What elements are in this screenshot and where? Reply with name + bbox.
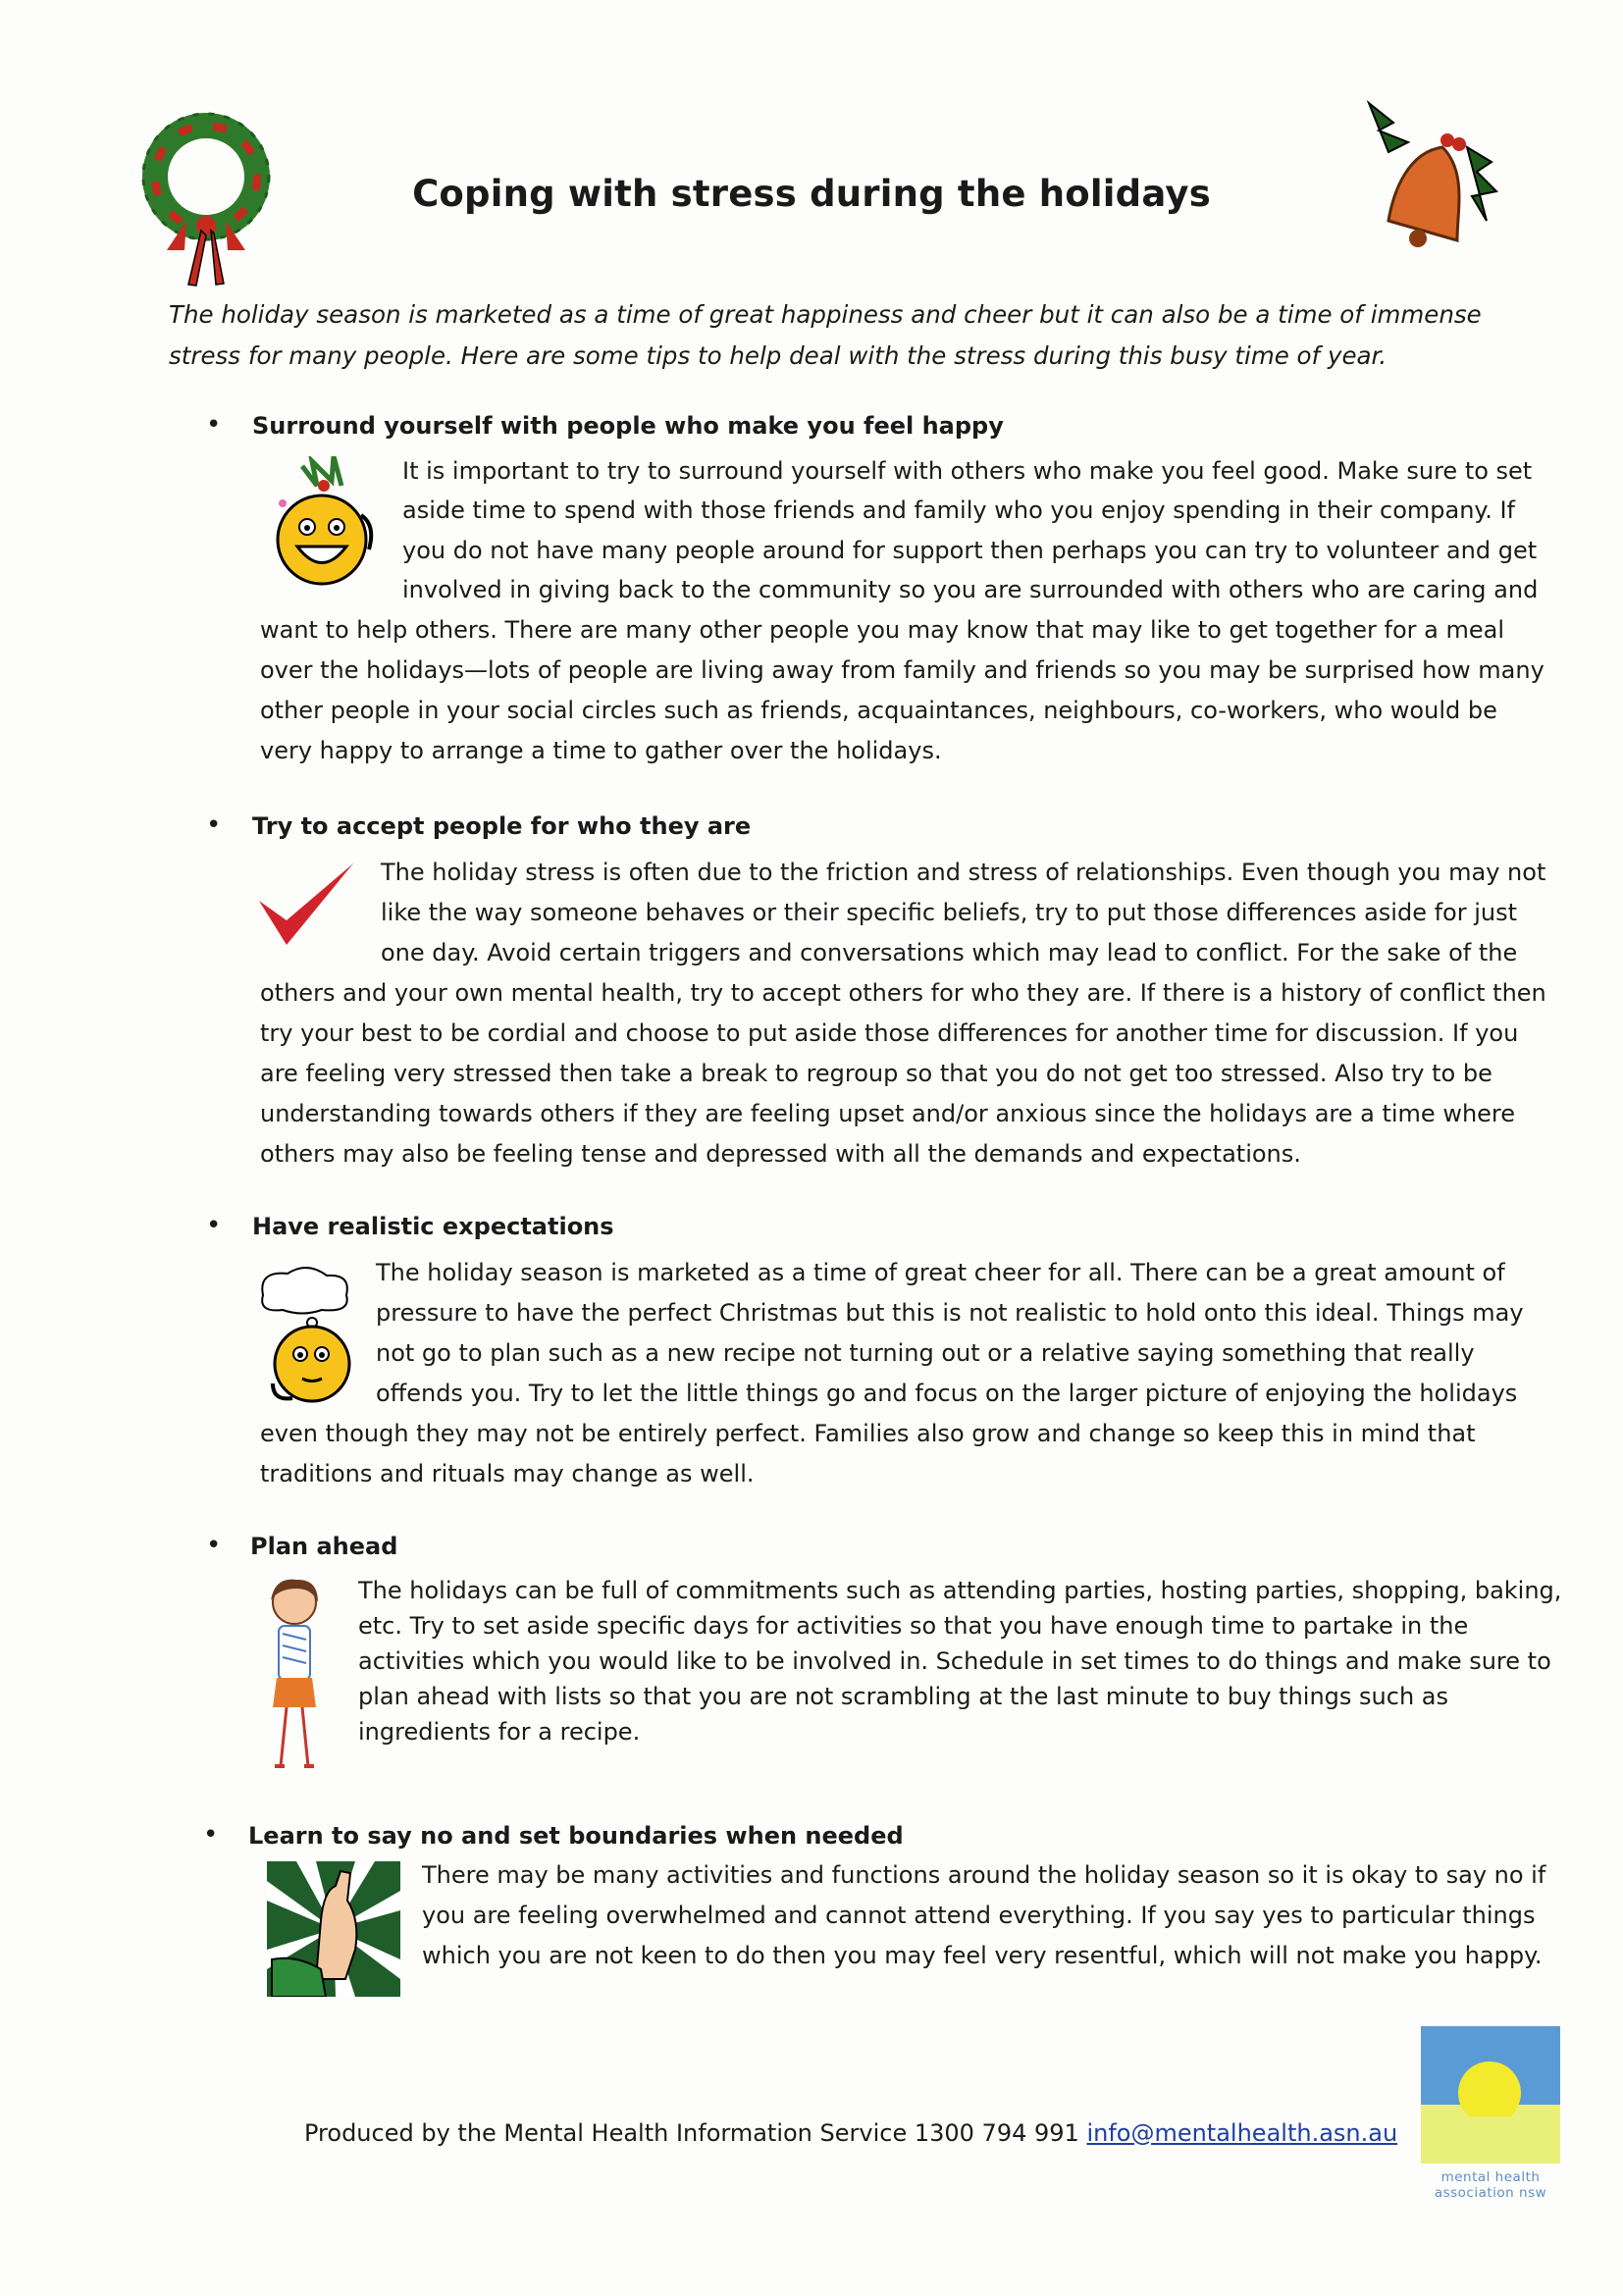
intro-line: stress for many people. Here are some tips to help deal with the stress during this busy time of year. — [169, 341, 1387, 370]
body-line: etc. Try to set aside specific days for activities so that you have enough time to partake in the — [358, 1612, 1469, 1640]
body-line: you do not have many people around for support then perhaps you can try to volunteer and get — [402, 537, 1538, 564]
logo-line: association nsw — [1434, 2185, 1547, 2201]
body-line: others and your own mental health, try to accept others for who they are. If there is a history of conflict then — [260, 979, 1546, 1007]
checkmark-icon — [257, 861, 355, 950]
section-heading: Plan ahead — [250, 1533, 398, 1560]
footer — [304, 2119, 1397, 2147]
body-line: one day. Avoid certain triggers and conversations which may lead to conflict. For the sake of the — [381, 939, 1518, 966]
bullet-dot: • — [206, 810, 222, 840]
body-line: traditions and rituals may change as well. — [260, 1460, 755, 1487]
body-line: It is important to try to surround yourself with others who make you feel good. Make sure to set — [402, 457, 1533, 485]
bullet-dot: • — [206, 1211, 222, 1240]
girl-thinking-icon — [255, 1575, 334, 1776]
body-line: There may be many activities and functions around the holiday season so it is okay to say no if — [422, 1861, 1546, 1889]
section-heading: Try to accept people for who they are — [252, 812, 752, 840]
body-line: very happy to arrange a time to gather over the holidays. — [260, 737, 942, 764]
email-link[interactable]: info@mentalhealth.asn.au — [1086, 2119, 1398, 2147]
section-heading: Surround yourself with people who make you feel happy — [252, 412, 1004, 440]
body-line: are feeling very stressed then take a break to regroup so that you do not get too stressed. Also try to be — [260, 1060, 1492, 1087]
page-title: Coping with stress during the holidays — [412, 173, 1211, 215]
body-line: even though they may not be entirely perfect. Families also grow and change so keep this in mind that — [260, 1420, 1476, 1447]
section-heading: Learn to say no and set boundaries when needed — [248, 1822, 904, 1850]
body-line: activities which you would like to be involved in. Schedule in set times to do things and make sure to — [358, 1647, 1551, 1675]
body-line: ingredients for a recipe. — [358, 1718, 641, 1746]
body-line: not go to plan such as a new recipe not turning out or a relative saying something that really — [376, 1339, 1475, 1367]
body-line: offends you. Try to let the little things go and focus on the larger picture of enjoying the holidays — [376, 1380, 1518, 1407]
body-line: over the holidays—lots of people are living away from family and friends so you may be surprised how many — [260, 656, 1544, 684]
mha-logo — [1421, 2026, 1560, 2201]
body-line: like the way someone behaves or their specific beliefs, try to put those differences aside for just — [381, 899, 1518, 926]
body-line: aside time to spend with those friends and family who you enjoy spending in their company. If — [402, 496, 1515, 524]
intro-paragraph — [169, 294, 1543, 377]
body-line: you are feeling overwhelmed and cannot attend everything. If you say yes to particular things — [422, 1902, 1536, 1929]
section-heading: Have realistic expectations — [252, 1213, 614, 1240]
body-line: The holidays can be full of commitments such as attending parties, hosting parties, shopping, baking, — [358, 1577, 1562, 1604]
body-line: which you are not keen to do then you may feel very resentful, which will not make you happy. — [422, 1942, 1543, 1969]
logo-line: mental health — [1440, 2169, 1541, 2185]
footer-text: Produced by the Mental Health Information Service 1300 794 991 — [304, 2119, 1079, 2147]
bullet-dot: • — [203, 1820, 219, 1850]
body-line: try your best to be cordial and choose to put aside those differences for another time for discussion. If you — [260, 1019, 1519, 1047]
body-line: other people in your social circles such as friends, acquaintances, neighbours, co-workers, who would be — [260, 697, 1497, 724]
body-line: plan ahead with lists so that you are not scrambling at the last minute to buy things such as — [358, 1683, 1448, 1710]
body-line: The holiday season is marketed as a time of great cheer for all. There can be a great amount of — [376, 1259, 1505, 1286]
smiley-mistletoe-icon — [263, 456, 391, 594]
bullet-dot: • — [206, 1531, 222, 1560]
body-line: The holiday stress is often due to the friction and stress of relationships. Even though you may not — [381, 859, 1546, 886]
body-line: want to help others. There are many other people you may know that may like to get together for a meal — [260, 616, 1504, 644]
stop-hand-icon — [267, 1861, 400, 1997]
intro-line: The holiday season is marketed as a time of great happiness and cheer but it can also be a time of immense — [169, 300, 1482, 329]
body-line: involved in giving back to the community so you are surrounded with others who are caring and — [402, 576, 1539, 603]
body-line: pressure to have the perfect Christmas but this is not realistic to hold onto this ideal. Things may — [376, 1299, 1524, 1327]
body-line: others may also be feeling tense and depressed with all the demands and expectations. — [260, 1140, 1301, 1168]
thinking-smiley-icon — [253, 1266, 361, 1403]
bullet-dot: • — [206, 410, 222, 440]
body-line: understanding towards others if they are feeling upset and/or anxious since the holidays are a time where — [260, 1100, 1516, 1127]
